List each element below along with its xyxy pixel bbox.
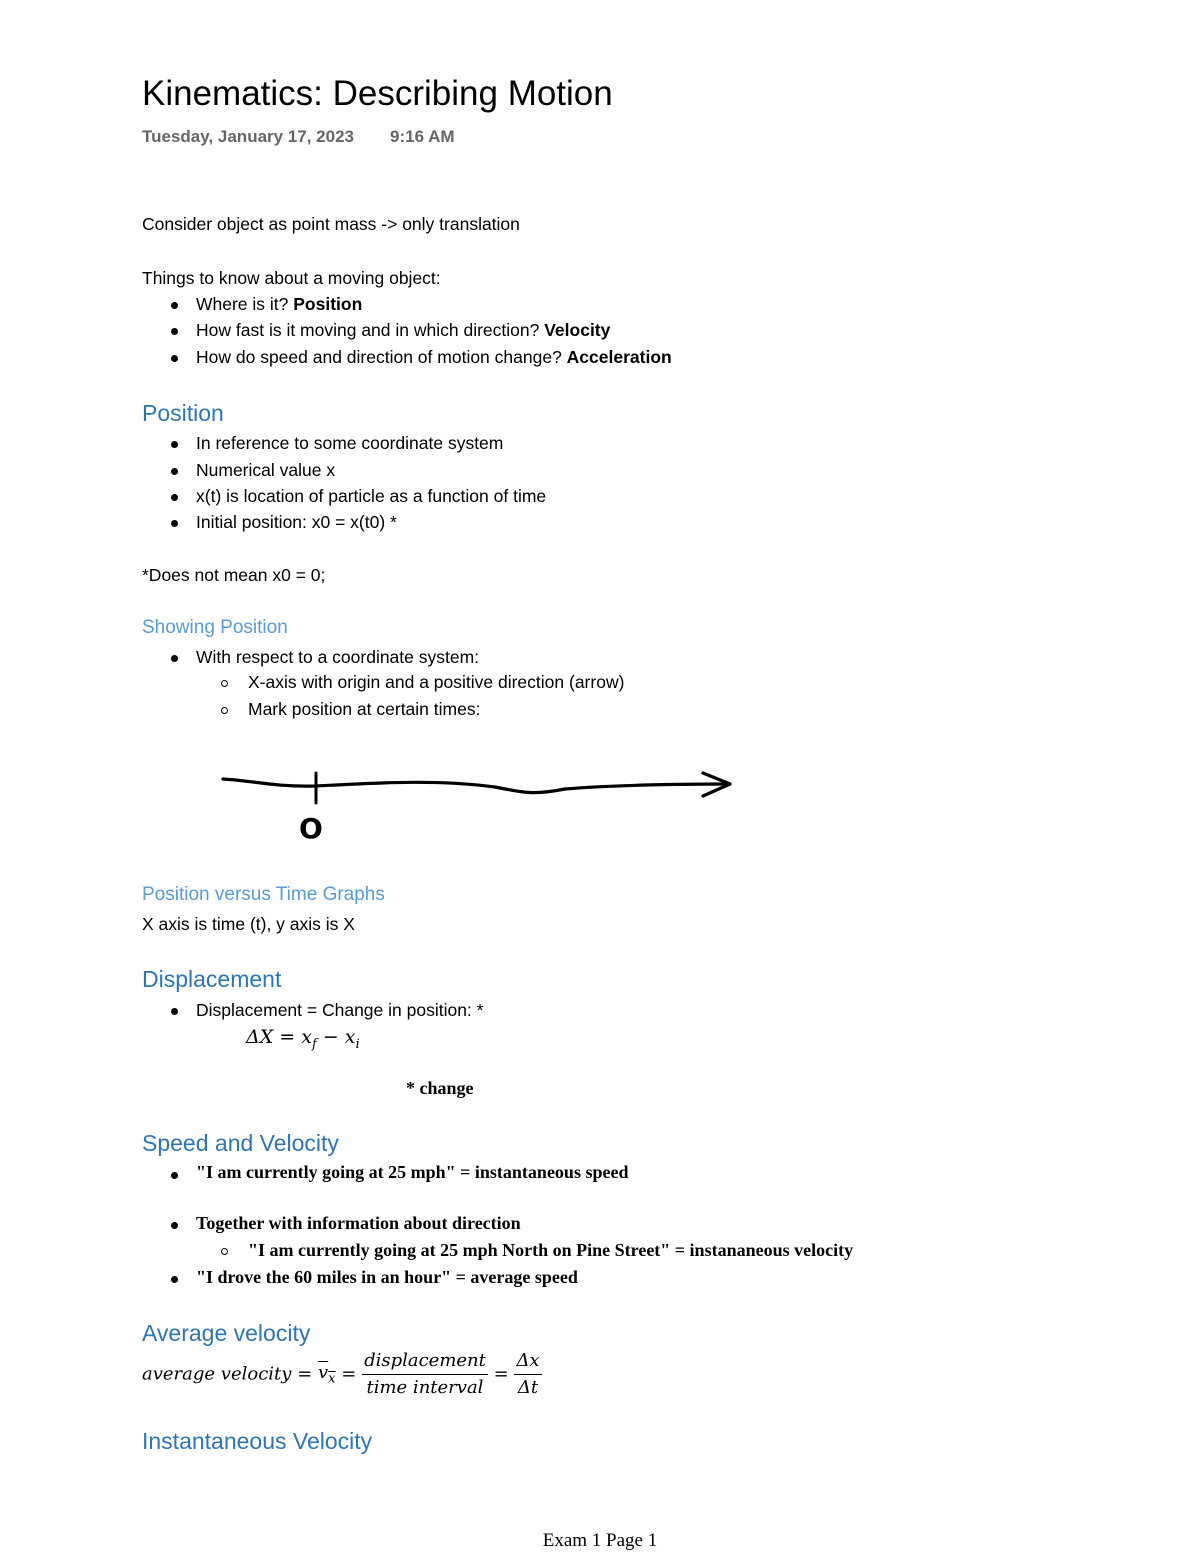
circle-bullet-icon [221, 680, 228, 687]
pvt-text: X axis is time (t), y axis is X [142, 914, 355, 934]
page-date: Tuesday, January 17, 2023 [142, 127, 354, 146]
axis-line [223, 779, 730, 793]
intro-line: Consider object as point mass -> only translation [142, 214, 520, 234]
displacement-formula: $\Delta X = x_f - x_i$ [246, 1026, 360, 1052]
showing-position-heading: Showing Position [142, 617, 288, 638]
list-item: How fast is it moving and in which direction? Velocity [196, 320, 611, 340]
bullet-icon [171, 302, 178, 309]
list-item: Numerical value x [196, 460, 336, 480]
position-note: *Does not mean x0 = 0; [142, 565, 326, 585]
fraction-delta: $\frac{\Delta x}{\Delta t}$ [516, 1350, 540, 1398]
instantaneous-velocity-heading: Instantaneous Velocity [142, 1428, 373, 1454]
bullet-icon [171, 655, 178, 662]
pvt-heading: Position versus Time Graphs [142, 884, 385, 905]
displacement-note: * change [406, 1078, 474, 1098]
bullet-icon [171, 1172, 178, 1179]
list-item: "I drove the 60 miles in an hour" = average speed [196, 1267, 578, 1287]
bullet-icon [171, 1008, 178, 1015]
list-item: x(t) is location of particle as a function of time [196, 486, 547, 506]
bullet-icon [171, 1276, 178, 1283]
origin-label: O [299, 812, 323, 845]
bullet-icon [171, 468, 178, 475]
speed-velocity-heading: Speed and Velocity [142, 1130, 339, 1156]
average-velocity-heading: Average velocity [142, 1320, 311, 1346]
page-time: 9:16 AM [390, 127, 455, 146]
circle-bullet-icon [221, 707, 228, 714]
page-title: Kinematics: Describing Motion [142, 74, 613, 113]
sub-list-item: "I am currently going at 25 mph North on Pine Street" = instananeous velocity [248, 1240, 854, 1260]
things-heading: Things to know about a moving object: [142, 268, 441, 288]
bullet-icon [171, 1222, 178, 1229]
list-item: With respect to a coordinate system: [196, 647, 480, 667]
list-item: How do speed and direction of motion change? Acceleration [196, 347, 672, 367]
axis-drawing [215, 765, 745, 845]
list-item: Together with information about direction [196, 1213, 521, 1233]
list-item: Displacement = Change in position: * [196, 1000, 484, 1020]
position-heading: Position [142, 400, 224, 426]
bullet-icon [171, 494, 178, 501]
bullet-icon [171, 328, 178, 335]
bullet-icon [171, 441, 178, 448]
v-bar: $v_x$ [318, 1361, 336, 1387]
displacement-heading: Displacement [142, 966, 282, 992]
list-item: Where is it? Position [196, 294, 363, 314]
sub-list-item: Mark position at certain times: [248, 699, 481, 719]
average-velocity-formula: average velocity = $v_x$ = $\frac{\text{displacement}}{\text{time interval}}$ = $\frac{\Delta x}{\Delta t}$ [142, 1350, 540, 1398]
list-item: Initial position: x0 = x(t0) * [196, 512, 397, 532]
list-item: In reference to some coordinate system [196, 433, 504, 453]
page-footer: Exam 1 Page 1 [542, 1530, 658, 1551]
sub-list-item: X-axis with origin and a positive direction (arrow) [248, 672, 625, 692]
fraction-displacement: $\frac{\text{displacement}}{\text{time interval}}$ [364, 1350, 486, 1398]
list-item: "I am currently going at 25 mph" = instantaneous speed [196, 1162, 629, 1182]
circle-bullet-icon [221, 1248, 228, 1255]
bullet-icon [171, 520, 178, 527]
bullet-icon [171, 355, 178, 362]
